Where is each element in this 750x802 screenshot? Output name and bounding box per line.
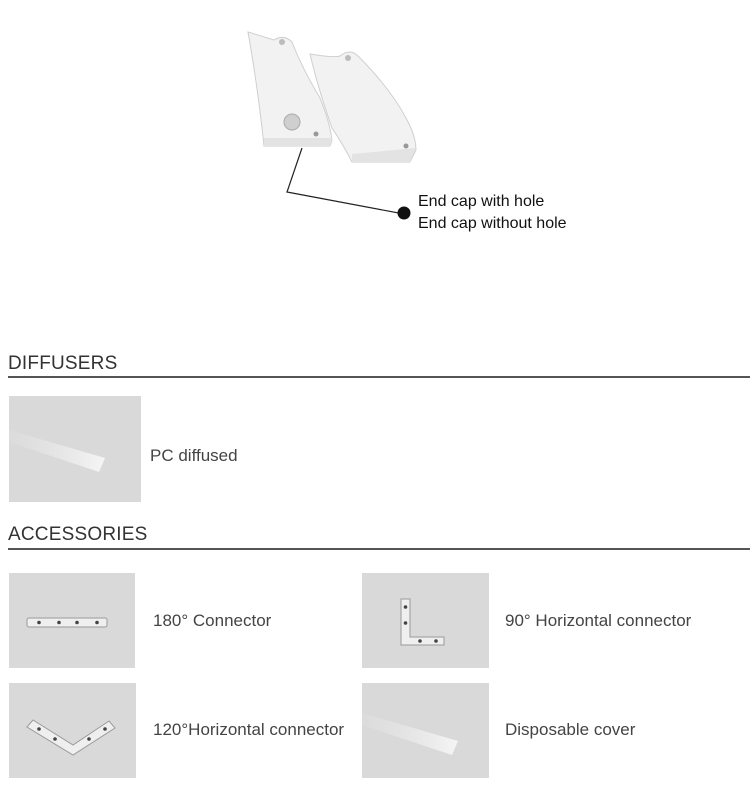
connector-180-label: 180° Connector	[153, 611, 272, 630]
connector-90-thumbnail	[362, 573, 489, 668]
end-cap-without-hole-label: End cap without hole	[418, 215, 567, 232]
connector-180-thumbnail	[9, 573, 135, 668]
connector-120-thumbnail	[9, 683, 136, 778]
cable-hole-icon	[284, 114, 300, 130]
diffuser-strip-icon	[9, 396, 141, 502]
mount-hole-icon	[279, 39, 285, 45]
diffusers-heading: DIFFUSERS	[8, 353, 118, 374]
end-cap-with-hole-label: End cap with hole	[418, 193, 545, 210]
straight-connector-icon	[9, 573, 135, 668]
pc-diffused-label: PC diffused	[150, 446, 238, 465]
accessories-heading: ACCESSORIES	[8, 524, 148, 545]
v-connector-icon	[9, 683, 136, 778]
l-connector-icon	[362, 573, 489, 668]
disposable-cover-thumbnail	[362, 683, 489, 778]
accessories-divider	[8, 548, 750, 550]
callout-line	[280, 140, 420, 225]
disposable-cover-label: Disposable cover	[505, 720, 636, 739]
callout-dot-icon	[398, 207, 411, 220]
cover-strip-icon	[362, 683, 489, 778]
pc-diffused-thumbnail	[9, 396, 141, 502]
diffusers-divider	[8, 376, 750, 378]
connector-120-label: 120°Horizontal connector	[153, 720, 345, 739]
connector-90-label: 90° Horizontal connector	[505, 611, 692, 630]
